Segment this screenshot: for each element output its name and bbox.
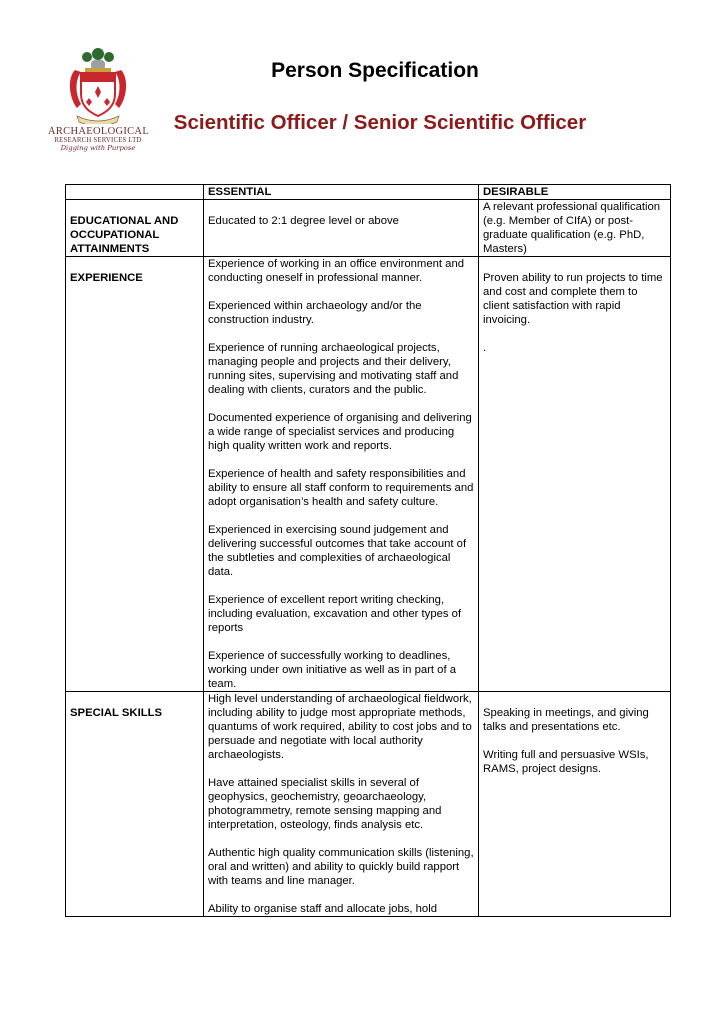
company-logo — [48, 48, 148, 152]
row-label-special-skills — [66, 692, 204, 917]
desirable-cell — [479, 200, 671, 257]
page-title: Person Specification — [271, 59, 479, 82]
logo-line-2: RESEARCH SERVICES LTD — [54, 137, 142, 144]
essential-item: Experienced within archaeology and/or the construction industry. — [208, 300, 422, 326]
header-cell-essential: ESSENTIAL — [204, 185, 479, 200]
essential-item: Educated to 2:1 degree level or above — [208, 215, 399, 227]
essential-item: Ability to organise staff and allocate jobs, hold — [208, 903, 438, 915]
row-label-text: EXPERIENCE — [70, 272, 143, 284]
row-label-experience — [66, 257, 204, 692]
desirable-item: Speaking in meetings, and giving talks and presentations etc. — [483, 707, 649, 733]
essential-item: Have attained specialist skills in several of geophysics, geochemistry, geoarchaeology, photogrammetry, remote sensing mapping and interpretation, osteology, finds analysis etc. — [208, 777, 442, 831]
table-row — [66, 692, 671, 917]
essential-item: Experience of health and safety responsibilities and ability to ensure all staff conform to requirements and adopt organisation’s health and safety culture. — [208, 468, 474, 508]
table-row — [66, 257, 671, 692]
header-cell-blank — [66, 185, 204, 200]
desirable-cell — [479, 257, 671, 692]
logo-tagline: Digging with Purpose — [60, 144, 136, 152]
essential-cell — [204, 200, 479, 257]
essential-cell — [204, 257, 479, 692]
essential-item: Experience of successfully working to deadlines, working under own initiative as well as in part of a team. — [208, 650, 457, 690]
desirable-item: A relevant professional qualification (e.g. Member of CIfA) or post-graduate qualification (e.g. PhD, Masters) — [483, 201, 661, 255]
crest-icon — [67, 48, 129, 124]
essential-item: High level understanding of archaeological fieldwork, including ability to judge most appropriate methods, quantums of work required, ability to cost jobs and to persuade and negotiate with local authority archaeologists. — [208, 693, 472, 761]
essential-item: Experience of running archaeological projects, managing people and projects and their delivery, running sites, supervising and motivating staff and dealing with clients, curators and the public. — [208, 342, 459, 396]
logo-line-1: ARCHAEOLOGICAL — [48, 126, 150, 137]
essential-item: Documented experience of organising and delivering a wide range of specialist services and producing high quality written work and reports. — [208, 412, 472, 452]
row-label-text: SPECIAL SKILLS — [70, 707, 163, 719]
desirable-item: . — [483, 342, 487, 354]
table-row — [66, 200, 671, 257]
essential-item: Authentic high quality communication skills (listening, oral and written) and ability to quickly build rapport with teams and line manager. — [208, 847, 474, 887]
table-header-row — [66, 185, 671, 200]
desirable-item: Proven ability to run projects to time and cost and complete them to client satisfaction with rapid invoicing. — [483, 272, 663, 326]
essential-item: Experience of excellent report writing checking, including evaluation, excavation and other types of reports — [208, 594, 462, 634]
desirable-cell — [479, 692, 671, 917]
essential-item: Experience of working in an office environment and conducting oneself in professional manner. — [208, 258, 465, 284]
person-spec-table — [65, 184, 671, 917]
essential-cell — [204, 692, 479, 917]
desirable-item: Writing full and persuasive WSIs, RAMS, project designs. — [483, 749, 649, 775]
header-cell-desirable: DESIRABLE — [479, 185, 671, 200]
essential-item: Experienced in exercising sound judgement and delivering successful outcomes that take account of the subtleties and complexities of archaeological data. — [208, 524, 467, 578]
row-label-text: EDUCATIONAL AND OCCUPATIONAL ATTAINMENTS — [70, 215, 179, 255]
page-subtitle: Scientific Officer / Senior Scientific Officer — [173, 111, 587, 134]
row-label-education — [66, 200, 204, 257]
